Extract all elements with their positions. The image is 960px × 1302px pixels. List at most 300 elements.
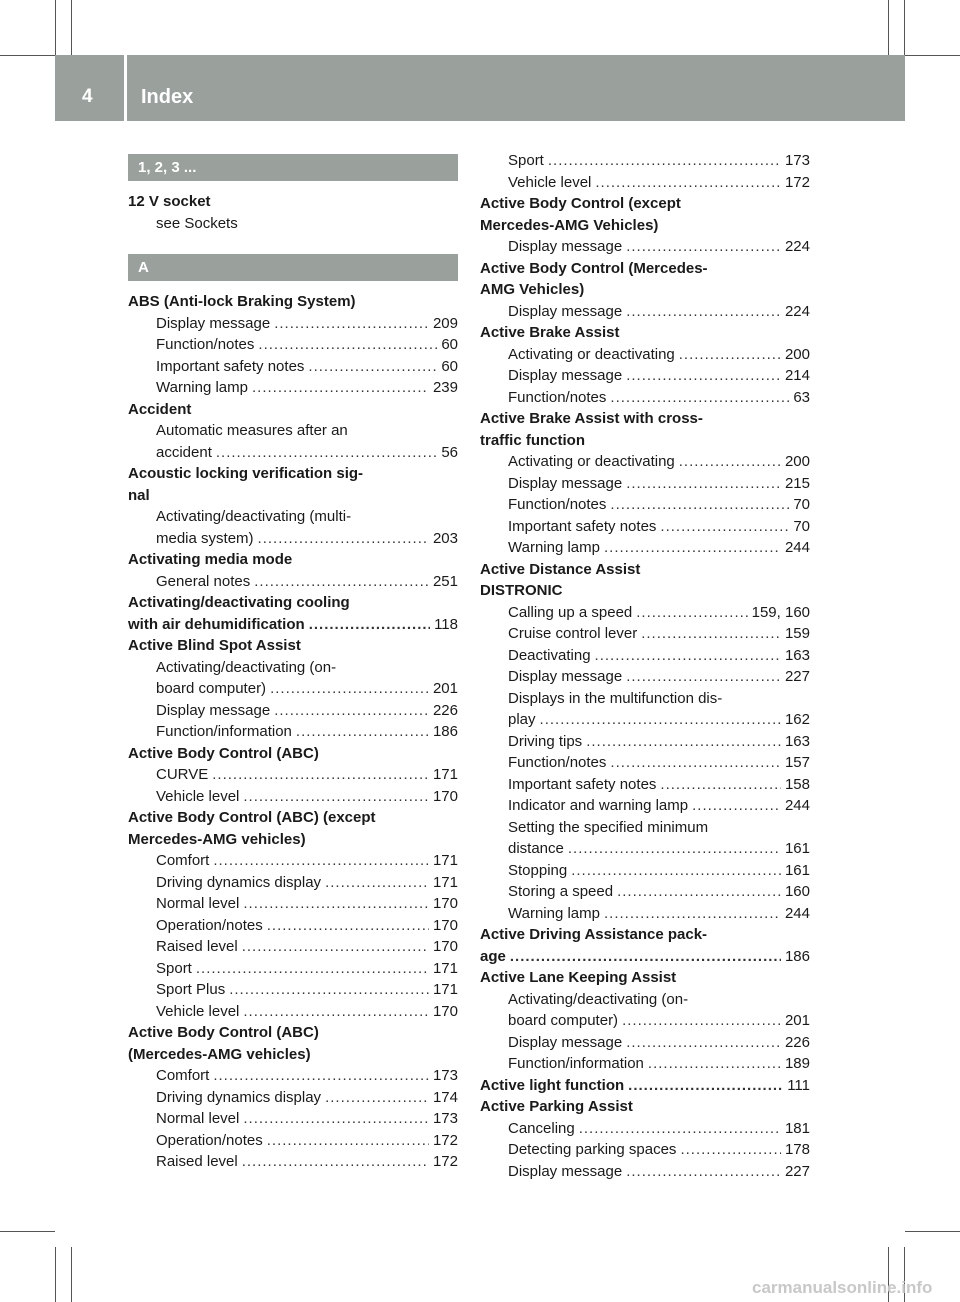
entry-text: Display message <box>508 1033 623 1051</box>
entry-text: (Mercedes-AMG vehicles) <box>128 1045 311 1063</box>
page-reference: 244 <box>784 539 810 556</box>
entry-text: Operation/notes <box>156 1131 263 1149</box>
dot-leader <box>692 797 781 814</box>
entry-text: Acoustic locking verification sig- <box>128 465 364 482</box>
page-reference: 159, 160 <box>751 603 810 621</box>
entry-text: ABS (Anti-lock Braking System) <box>128 293 356 310</box>
index-subentry <box>128 852 458 874</box>
index-subentry <box>480 1034 810 1056</box>
dot-leader <box>626 475 781 492</box>
entry-text: Important safety notes <box>508 775 657 793</box>
page-reference: 186 <box>784 947 810 965</box>
page-reference: 173 <box>432 1110 458 1127</box>
index-subentry <box>128 1067 458 1089</box>
crop-mark <box>0 1231 55 1232</box>
page-reference: 63 <box>793 388 810 406</box>
index-entry <box>480 324 810 346</box>
dot-leader <box>242 938 429 955</box>
page-reference: 172 <box>784 173 810 191</box>
dot-leader <box>648 1055 781 1072</box>
index-entry <box>128 616 458 638</box>
dot-leader <box>680 1141 781 1158</box>
entry-text: Vehicle level <box>156 1002 240 1020</box>
index-subentry <box>480 1012 810 1034</box>
index-entry <box>480 969 810 991</box>
index-entry <box>128 401 458 423</box>
entry-text: Active light function <box>480 1076 625 1094</box>
index-entry <box>128 193 458 215</box>
entry-text: Activating/deactivating (on- <box>508 990 689 1008</box>
entry-text: Canceling <box>508 1119 575 1137</box>
dot-leader <box>216 444 437 461</box>
entry-text: nal <box>128 486 150 504</box>
dot-leader <box>636 604 747 621</box>
index-subentry <box>480 496 810 518</box>
page-number: 4 <box>82 86 93 107</box>
entry-text: CURVE <box>156 766 209 783</box>
entry-text: Display message <box>156 701 271 719</box>
page-reference: 201 <box>432 680 458 697</box>
page-reference: 161 <box>784 861 810 879</box>
entry-text: General notes <box>156 572 251 590</box>
page-reference: 172 <box>432 1131 458 1149</box>
index-subentry <box>128 315 458 337</box>
entry-text: Active Body Control (Mercedes- <box>480 259 708 277</box>
crop-mark <box>55 0 56 55</box>
entry-text: Activating or deactivating <box>508 345 675 363</box>
entry-text: Sport <box>508 152 544 169</box>
entry-text: Function/information <box>156 723 292 740</box>
index-subentry <box>480 668 810 690</box>
index-subentry <box>480 797 810 819</box>
entry-text: Raised level <box>156 938 238 955</box>
crop-mark <box>905 1231 960 1232</box>
index-subentry <box>128 215 458 237</box>
page-reference: 171 <box>432 981 458 998</box>
entry-text: Stopping <box>508 861 568 879</box>
entry-text: 12 V socket <box>128 193 211 210</box>
entry-text: Comfort <box>156 1067 210 1084</box>
entry-text: Raised level <box>156 1153 238 1170</box>
index-subentry <box>480 389 810 411</box>
entry-text: Displays in the multifunction dis- <box>508 689 723 707</box>
index-subentry <box>480 711 810 733</box>
entry-text: Warning lamp <box>508 904 600 922</box>
dot-leader <box>540 711 781 728</box>
index-subentry <box>480 1055 810 1077</box>
entry-text: Display message <box>156 314 271 332</box>
entry-text: Active Lane Keeping Assist <box>480 969 677 986</box>
page-reference: 171 <box>432 873 458 891</box>
index-subentry <box>128 981 458 1003</box>
entry-text: Activating media mode <box>128 551 293 568</box>
entry-text: see Sockets <box>156 214 238 232</box>
index-subentry <box>480 346 810 368</box>
dot-leader <box>595 174 781 191</box>
entry-text: Activating/deactivating cooling <box>128 594 350 611</box>
entry-text: DISTRONIC <box>480 582 563 599</box>
dot-leader <box>510 948 781 965</box>
index-entry <box>128 745 458 767</box>
index-subentry <box>128 573 458 595</box>
index-entry <box>128 831 458 853</box>
page-reference: 170 <box>432 916 458 934</box>
page-reference: 170 <box>432 787 458 805</box>
page-reference: 172 <box>432 1153 458 1170</box>
index-subentry <box>480 733 810 755</box>
dot-leader <box>610 389 789 406</box>
entry-text: Normal level <box>156 895 240 912</box>
page-reference: 226 <box>784 1033 810 1051</box>
index-subentry <box>128 788 458 810</box>
dot-leader <box>626 238 781 255</box>
entry-text: Display message <box>508 474 623 492</box>
dot-leader <box>258 530 429 547</box>
index-subentry <box>480 905 810 927</box>
page-title: Index <box>141 86 194 108</box>
page-reference: 214 <box>784 367 810 384</box>
crop-mark <box>905 55 960 56</box>
page-reference: 224 <box>784 302 810 320</box>
entry-text: Calling up a speed <box>508 603 633 621</box>
page-reference: 162 <box>784 711 810 728</box>
index-subentry <box>480 840 810 862</box>
index-entry <box>480 948 810 970</box>
page-reference: 111 <box>787 1076 810 1094</box>
dot-leader <box>626 367 781 384</box>
entry-text: Active Brake Assist with cross- <box>480 410 703 427</box>
index-subentry <box>128 358 458 380</box>
index-subentry <box>128 1003 458 1025</box>
page-reference: 160 <box>784 883 810 900</box>
entry-text: Detecting parking spaces <box>508 1141 677 1158</box>
index-entry <box>480 195 810 217</box>
crop-mark <box>71 1247 72 1302</box>
page-reference: 200 <box>784 345 810 363</box>
index-subentry <box>480 754 810 776</box>
dot-leader <box>243 788 429 805</box>
index-subentry <box>128 680 458 702</box>
index-subentry <box>128 659 458 681</box>
index-subentry <box>128 702 458 724</box>
dot-leader <box>628 1077 783 1094</box>
page-reference: 161 <box>784 840 810 857</box>
page-reference: 163 <box>784 646 810 664</box>
index-subentry <box>128 530 458 552</box>
entry-text: Function/notes <box>508 496 607 513</box>
entry-text: Active Blind Spot Assist <box>128 637 301 654</box>
index-entry <box>480 1098 810 1120</box>
index-entry <box>480 926 810 948</box>
dot-leader <box>258 336 437 353</box>
index-subentry <box>480 819 810 841</box>
index-subentry <box>480 303 810 325</box>
entry-text: Comfort <box>156 852 210 869</box>
entry-text: Driving dynamics display <box>156 873 322 891</box>
entry-text: Accident <box>128 400 192 418</box>
dot-leader <box>274 702 429 719</box>
index-subentry <box>480 625 810 647</box>
entry-text: with air dehumidification <box>128 615 305 633</box>
page-reference: 173 <box>432 1067 458 1084</box>
dot-leader <box>296 723 429 740</box>
page-reference: 239 <box>432 379 458 396</box>
entry-text: Warning lamp <box>508 539 600 556</box>
page-reference: 244 <box>784 904 810 922</box>
index-subentry <box>128 960 458 982</box>
dot-leader <box>196 960 429 977</box>
entry-text: Function/information <box>508 1055 644 1072</box>
page-reference: 226 <box>432 701 458 719</box>
page-reference: 201 <box>784 1012 810 1029</box>
dot-leader <box>604 905 781 922</box>
dot-leader <box>679 346 781 363</box>
dot-leader <box>213 1067 429 1084</box>
page-reference: 244 <box>784 797 810 814</box>
entry-text: Deactivating <box>508 646 591 664</box>
index-subentry <box>128 379 458 401</box>
page-reference: 60 <box>441 357 458 375</box>
page-reference: 251 <box>432 572 458 590</box>
page-reference: 70 <box>793 496 810 513</box>
entry-text: Active Distance Assist <box>480 560 641 578</box>
entry-text: Active Brake Assist <box>480 324 620 341</box>
entry-text: Driving dynamics display <box>156 1088 322 1106</box>
index-subentry <box>128 1153 458 1175</box>
dot-leader <box>274 315 429 332</box>
crop-mark <box>55 1247 56 1302</box>
dot-leader <box>622 1012 781 1029</box>
page-reference: 56 <box>441 443 458 461</box>
entry-text: Indicator and warning lamp <box>508 797 689 814</box>
crop-mark <box>888 0 889 55</box>
index-subentry <box>480 238 810 260</box>
index-entry <box>128 487 458 509</box>
dot-leader <box>309 616 430 633</box>
entry-text: media system) <box>156 529 254 547</box>
entry-text: Important safety notes <box>508 517 657 535</box>
index-subentry <box>480 453 810 475</box>
index-subentry <box>480 883 810 905</box>
entry-text: Active Driving Assistance pack- <box>480 926 708 943</box>
index-subentry <box>480 152 810 174</box>
dot-leader <box>267 917 429 934</box>
dot-leader <box>610 496 789 513</box>
index-subentry <box>128 895 458 917</box>
entry-text: Driving tips <box>508 732 583 750</box>
index-entry <box>480 432 810 454</box>
index-subentry <box>128 874 458 896</box>
index-subentry <box>480 1163 810 1185</box>
entry-text: Active Body Control (ABC) <box>128 744 319 762</box>
index-subentry <box>128 508 458 530</box>
index-subentry <box>480 475 810 497</box>
index-entry <box>128 1046 458 1068</box>
page-reference: 203 <box>432 529 458 547</box>
index-entry <box>128 594 458 616</box>
section-header: A <box>128 254 458 281</box>
page-reference: 170 <box>432 938 458 955</box>
page-reference: 158 <box>784 775 810 793</box>
page-reference: 189 <box>784 1055 810 1072</box>
page-reference: 178 <box>784 1141 810 1158</box>
page-reference: 186 <box>432 723 458 740</box>
entry-text: Function/notes <box>508 388 607 406</box>
dot-leader <box>626 1034 781 1051</box>
entry-text: Mercedes-AMG Vehicles) <box>480 216 659 234</box>
index-column-right <box>480 152 810 1184</box>
dot-leader <box>325 1089 429 1106</box>
dot-leader <box>571 862 781 879</box>
page-reference: 215 <box>784 474 810 492</box>
dot-leader <box>243 1110 429 1127</box>
dot-leader <box>641 625 781 642</box>
entry-text: traffic function <box>480 431 585 449</box>
crop-mark <box>71 0 72 55</box>
index-subentry <box>128 1132 458 1154</box>
dot-leader <box>604 539 781 556</box>
index-entry <box>128 293 458 315</box>
entry-text: Sport Plus <box>156 981 226 998</box>
page-reference: 181 <box>784 1119 810 1137</box>
dot-leader <box>213 852 429 869</box>
index-subentry <box>128 1089 458 1111</box>
index-subentry <box>128 336 458 358</box>
dot-leader <box>595 647 781 664</box>
index-subentry <box>480 604 810 626</box>
dot-leader <box>270 680 429 697</box>
index-subentry <box>480 539 810 561</box>
index-subentry <box>128 917 458 939</box>
entry-text: board computer) <box>156 680 267 697</box>
index-subentry <box>128 938 458 960</box>
page-reference: 171 <box>432 959 458 977</box>
entry-text: Cruise control lever <box>508 625 638 642</box>
entry-text: Activating/deactivating (multi- <box>156 508 352 525</box>
entry-text: Function/notes <box>156 336 255 353</box>
page-reference: 70 <box>793 517 810 535</box>
entry-text: age <box>480 947 506 965</box>
page-reference: 200 <box>784 453 810 470</box>
dot-leader <box>548 152 781 169</box>
dot-leader <box>568 840 781 857</box>
index-subentry <box>128 444 458 466</box>
entry-text: Warning lamp <box>156 379 248 396</box>
dot-leader <box>267 1132 429 1149</box>
page-reference: 118 <box>434 615 458 633</box>
index-entry <box>128 809 458 831</box>
dot-leader <box>660 518 789 535</box>
index-column-left <box>128 152 458 1175</box>
dot-leader <box>626 303 781 320</box>
dot-leader <box>229 981 429 998</box>
index-subentry <box>480 991 810 1013</box>
page-reference: 227 <box>784 668 810 685</box>
index-subentry <box>480 862 810 884</box>
entry-text: Activating/deactivating (on- <box>156 658 337 676</box>
index-subentry <box>128 1110 458 1132</box>
entry-text: distance <box>508 840 564 857</box>
dot-leader <box>212 766 429 783</box>
entry-text: Display message <box>508 367 623 384</box>
crop-mark <box>0 55 55 56</box>
entry-text: board computer) <box>508 1012 619 1029</box>
dot-leader <box>610 754 781 771</box>
index-subentry <box>128 723 458 745</box>
index-subentry <box>480 1120 810 1142</box>
index-entry <box>480 410 810 432</box>
index-entry <box>128 465 458 487</box>
entry-text: Important safety notes <box>156 357 305 375</box>
index-entry <box>480 582 810 604</box>
entry-text: Active Body Control (ABC) <box>128 1024 319 1041</box>
page-reference: 224 <box>784 238 810 255</box>
page-reference: 170 <box>432 895 458 912</box>
entry-text: Vehicle level <box>508 173 592 191</box>
entry-text: Display message <box>508 302 623 320</box>
index-entry <box>480 260 810 282</box>
dot-leader <box>626 668 781 685</box>
entry-text: play <box>508 711 536 728</box>
page-reference: 227 <box>784 1162 810 1180</box>
index-subentry <box>128 766 458 788</box>
entry-text: Active Parking Assist <box>480 1098 633 1115</box>
entry-text: Operation/notes <box>156 916 263 934</box>
entry-text: Storing a speed <box>508 883 614 900</box>
entry-text: Display message <box>508 1162 623 1180</box>
dot-leader <box>243 1003 429 1020</box>
dot-leader <box>254 573 429 590</box>
page-reference: 60 <box>441 336 458 353</box>
index-subentry <box>480 690 810 712</box>
entry-text: AMG Vehicles) <box>480 281 585 298</box>
index-subentry <box>480 367 810 389</box>
entry-text: Vehicle level <box>156 787 240 805</box>
entry-text: Activating or deactivating <box>508 453 675 470</box>
entry-text: Setting the specified minimum <box>508 818 709 836</box>
dot-leader <box>660 776 781 793</box>
page-reference: 163 <box>784 732 810 750</box>
watermark: carmanualsonline.info <box>752 1278 933 1297</box>
index-entry <box>480 561 810 583</box>
index-subentry <box>480 518 810 540</box>
dot-leader <box>252 379 429 396</box>
index-entry <box>480 1077 810 1099</box>
dot-leader <box>325 874 429 891</box>
index-subentry <box>480 647 810 669</box>
header-divider <box>124 55 127 121</box>
dot-leader <box>586 733 781 750</box>
entry-text: Mercedes-AMG vehicles) <box>128 830 306 848</box>
crop-mark <box>904 0 905 55</box>
page-reference: 171 <box>432 766 458 783</box>
index-entry <box>480 217 810 239</box>
section-header: 1, 2, 3 ... <box>128 154 458 181</box>
page-reference: 170 <box>432 1002 458 1020</box>
index-subentry <box>128 422 458 444</box>
entry-text: Normal level <box>156 1110 240 1127</box>
page-reference: 173 <box>784 152 810 169</box>
dot-leader <box>579 1120 781 1137</box>
entry-text: Display message <box>508 668 623 685</box>
entry-text: Sport <box>156 959 192 977</box>
page-reference: 209 <box>432 314 458 332</box>
entry-text: accident <box>156 443 212 461</box>
page-reference: 171 <box>432 852 458 869</box>
index-entry <box>128 1024 458 1046</box>
index-entry <box>480 281 810 303</box>
entry-text: Function/notes <box>508 754 607 771</box>
